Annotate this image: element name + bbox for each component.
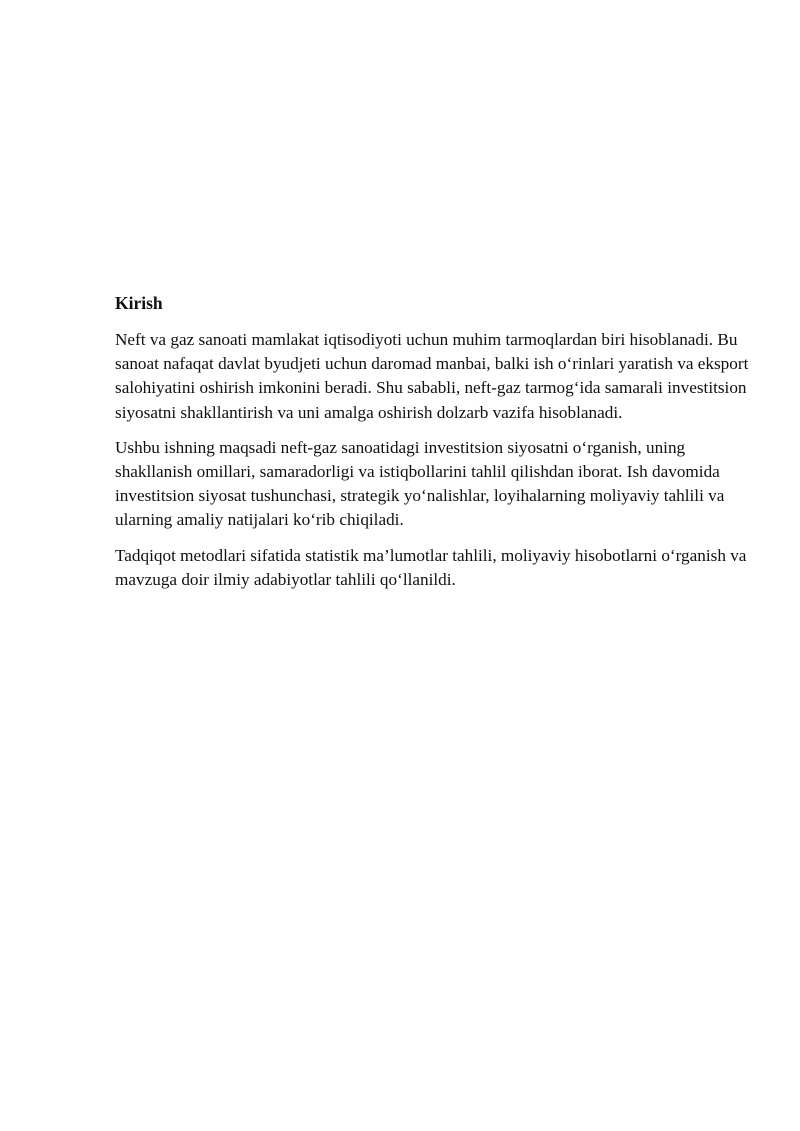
paragraph-2: Ushbu ishning maqsadi neft-gaz sanoatidagi investitsion siyosatni o‘rganish, uning shakllanish omillari, samaradorligi va istiqbollarini tahlil qilishdan iborat. Ish davomida investitsion siyosat tushunchasi, strategik yo‘nalishlar, loyihalarning moliyaviy tahlili va ularning amaliy natijalari ko‘rib chiqiladi. (115, 437, 725, 530)
paragraph-1: Neft va gaz sanoati mamlakat iqtisodiyoti uchun muhim tarmoqlardan biri hisoblanadi. Bu sanoat nafaqat davlat byudjeti uchun daromad manbai, balki ish o‘rinlari yaratish va eksport salohiyatini oshirish imkonini beradi. Shu sababli, neft-gaz tarmog‘ida samarali investitsion siyosatni shakllantirish va uni amalga oshirish dolzarb vazifa hisoblanadi. (115, 330, 749, 422)
document-body (115, 291, 755, 603)
section-heading: Kirish (115, 293, 163, 313)
paragraph-3: Tadqiqot metodlari sifatida statistik ma’lumotlar tahlili, moliyaviy hisobotlarni o‘rganish va mavzuga doir ilmiy adabiyotlar tahlili qo‘llanildi. (115, 545, 747, 589)
